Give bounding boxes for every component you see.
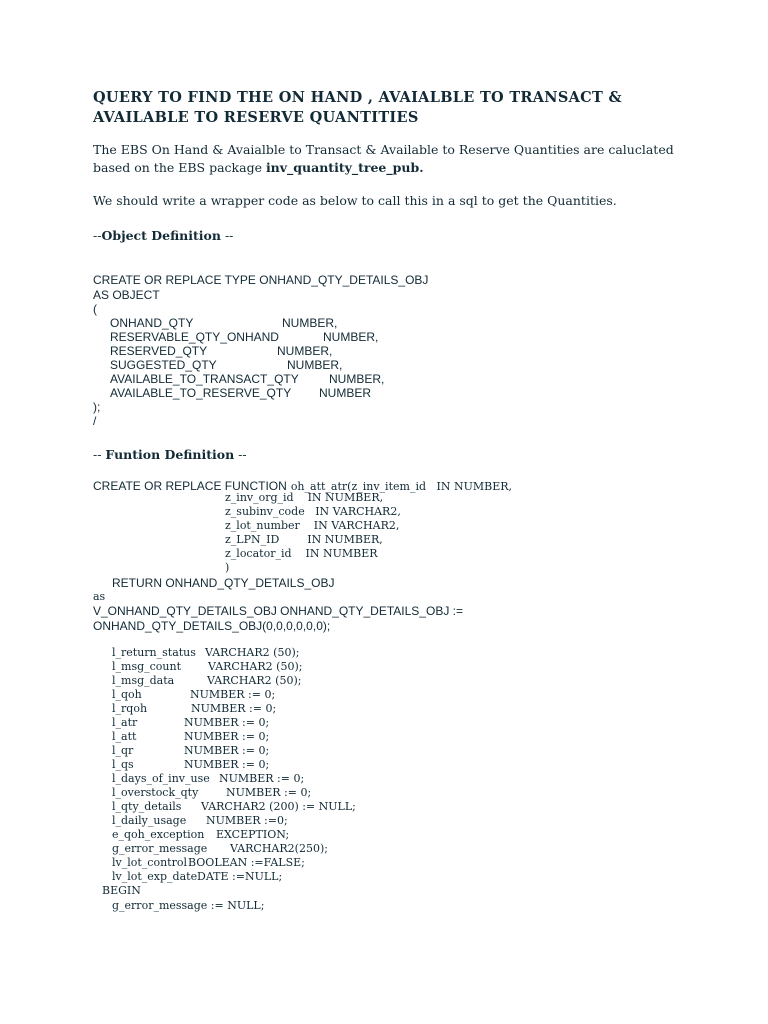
code-line: RETURN ONHAND_QTY_DETAILS_OBJ (112, 576, 335, 590)
function-param: z_locator_id IN NUMBER (225, 547, 378, 560)
heading-suffix: -- (234, 447, 247, 462)
document-title (93, 88, 693, 128)
variable-name: l_att (112, 730, 137, 743)
function-definition-heading (93, 446, 247, 464)
variable-declaration: NUMBER := 0; (184, 744, 270, 757)
intro-text: The EBS On Hand & Avaialble to Transact & Available to Reserve Quantities are caluclated based on the EBS package (93, 142, 674, 175)
field-name: AVAILABLE_TO_RESERVE_QTY (110, 386, 292, 400)
code-line: as (93, 590, 106, 603)
variable-declaration: NUMBER := 0; (219, 772, 305, 785)
field-type: NUMBER, (329, 372, 385, 386)
field-name: AVAILABLE_TO_TRANSACT_QTY (110, 372, 299, 386)
heading-suffix: -- (220, 228, 234, 243)
variable-name: lv_lot_exp_date (112, 870, 198, 883)
field-name: RESERVABLE_QTY_ONHAND (110, 330, 279, 344)
intro-paragraph (93, 141, 713, 177)
object-definition-heading (93, 227, 233, 245)
variable-name: l_qoh (112, 688, 142, 701)
variable-declaration: VARCHAR2 (200) := NULL; (201, 800, 356, 813)
variable-name: e_qoh_exception (112, 828, 205, 841)
variable-declaration: NUMBER := 0; (184, 730, 270, 743)
variable-declaration: VARCHAR2 (50); (205, 646, 300, 659)
wrapper-paragraph: We should write a wrapper code as below to call this in a sql to get the Quantities. (93, 193, 617, 208)
title-line-1: QUERY TO FIND THE ON HAND , AVAIALBLE TO TRANSACT & (93, 89, 622, 106)
variable-name: l_atr (112, 716, 138, 729)
variable-name: l_qty_details (112, 800, 182, 813)
code-line: ONHAND_QTY_DETAILS_OBJ(0,0,0,0,0,0); (93, 619, 331, 633)
variable-declaration: NUMBER := 0; (191, 702, 277, 715)
variable-declaration: VARCHAR2 (50); (207, 674, 302, 687)
variable-name: l_msg_count (112, 660, 182, 673)
function-param: z_lot_number IN VARCHAR2, (225, 519, 400, 532)
variable-name: l_qs (112, 758, 134, 771)
field-name: ONHAND_QTY (110, 316, 194, 330)
variable-name: l_daily_usage (112, 814, 187, 827)
heading-prefix: -- (93, 228, 102, 243)
variable-declaration: NUMBER :=0; (206, 814, 288, 827)
code-line: g_error_message := NULL; (112, 899, 265, 912)
variable-declaration: NUMBER := 0; (184, 716, 270, 729)
function-param: ) (225, 561, 230, 574)
variable-name: l_overstock_qty (112, 786, 199, 799)
create-function-keyword: CREATE OR REPLACE FUNCTION (93, 479, 287, 493)
package-name: inv_quantity_tree_pub. (265, 160, 424, 175)
function-param: z_LPN_ID IN NUMBER, (225, 533, 383, 546)
field-type: NUMBER, (282, 316, 338, 330)
field-type: NUMBER, (287, 358, 343, 372)
variable-declaration: VARCHAR2 (50); (208, 660, 303, 673)
variable-declaration: NUMBER := 0; (226, 786, 312, 799)
variable-declaration: EXCEPTION; (216, 828, 290, 841)
variable-declaration: NUMBER := 0; (190, 688, 276, 701)
variable-name: l_msg_data (112, 674, 175, 687)
code-line: ( (93, 302, 97, 316)
code-line: AS OBJECT (93, 288, 160, 302)
variable-declaration: BOOLEAN :=FALSE; (188, 856, 305, 869)
variable-declaration: DATE :=NULL; (197, 870, 283, 883)
code-line: ); (93, 400, 101, 414)
code-line: V_ONHAND_QTY_DETAILS_OBJ ONHAND_QTY_DETAILS_OBJ := (93, 604, 463, 618)
field-type: NUMBER, (323, 330, 379, 344)
variable-name: g_error_message (112, 842, 208, 855)
title-line-2: AVAILABLE TO RESERVE QUANTITIES (93, 109, 419, 126)
heading-label: Object Definition (101, 228, 221, 243)
code-line: BEGIN (102, 884, 141, 897)
heading-label: Funtion Definition (105, 447, 235, 462)
code-line: CREATE OR REPLACE TYPE ONHAND_QTY_DETAILS_OBJ (93, 273, 429, 287)
field-type: NUMBER (319, 386, 372, 400)
variable-name: l_days_of_inv_use (112, 772, 210, 785)
field-type: NUMBER, (277, 344, 333, 358)
variable-name: l_qr (112, 744, 134, 757)
variable-name: l_return_status (112, 646, 196, 659)
variable-name: lv_lot_control (112, 856, 187, 869)
field-name: SUGGESTED_QTY (110, 358, 217, 372)
field-name: RESERVED_QTY (110, 344, 208, 358)
code-line: / (93, 414, 97, 428)
heading-prefix: -- (93, 447, 106, 462)
variable-declaration: NUMBER := 0; (184, 758, 270, 771)
function-param: z_inv_org_id IN NUMBER, (225, 491, 384, 504)
variable-name: l_rqoh (112, 702, 148, 715)
function-param: z_subinv_code IN VARCHAR2, (225, 505, 401, 518)
function-signature: oh_att_atr(z_inv_item_id IN NUMBER, (290, 480, 513, 493)
variable-declaration: VARCHAR2(250); (230, 842, 328, 855)
